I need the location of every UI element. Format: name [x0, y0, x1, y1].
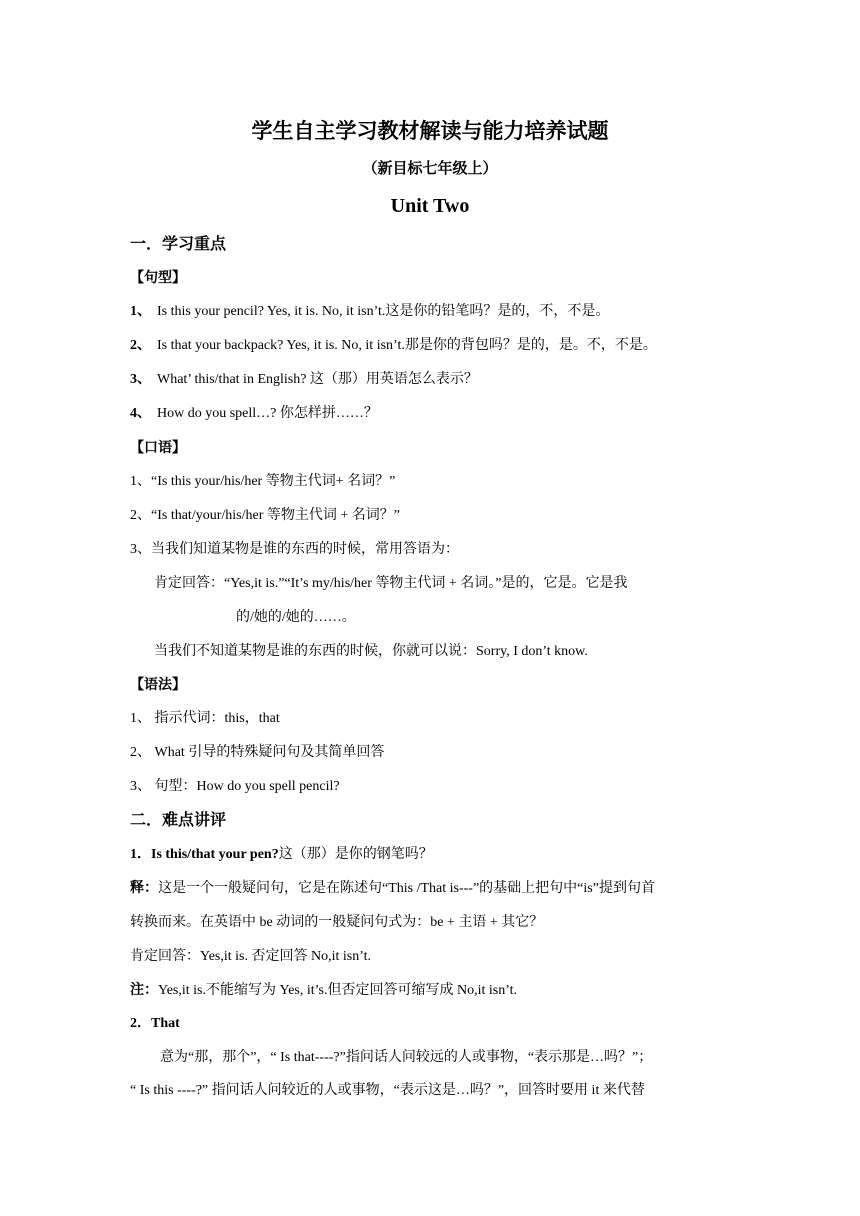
grammar-item: 2、 What 引导的特殊疑问句及其简单回答: [130, 745, 385, 760]
that-explanation-line: 意为“那，那个”，“ Is that----?”指问话人问较远的人或事物，“表示那是…吗？”；: [160, 1050, 653, 1065]
explanation-continuation: 转换而来。在英语中 be 动词的一般疑问句式为：be + 主语 + 其它？: [130, 915, 544, 930]
oral-item: 1、“Is this your/his/her 等物主代词+ 名词？”: [130, 474, 396, 489]
label-sentence-patterns: 【句型】: [130, 271, 186, 286]
answer-forms: 肯定回答：Yes,it is. 否定回答 No,it isn’t.: [130, 949, 372, 964]
grammar-item: 1、 指示代词：this，that: [130, 711, 280, 726]
grammar-item: 3、 句型：How do you spell pencil?: [130, 779, 340, 794]
unit-heading: Unit Two: [390, 195, 470, 217]
point-title-that: 2．That: [130, 1016, 180, 1031]
document-subtitle: （新目标七年级上）: [362, 161, 498, 177]
explanation-line: 释：这是一个一般疑问句，它是在陈述句“This /That is---”的基础上把句中“is”提到句首: [130, 881, 655, 896]
section-heading-key-points: 一．学习重点: [130, 236, 227, 253]
unknown-answer-line: 当我们不知道某物是谁的东西的时候，你就可以说：Sorry, I don’t know.: [154, 644, 588, 659]
section-heading-difficulties: 二．难点讲评: [130, 812, 227, 829]
oral-item: 3、当我们知道某物是谁的东西的时候，常用答语为：: [130, 542, 459, 557]
pattern-item: 2、 Is that your backpack? Yes, it is. No, it isn’t.那是你的背包吗？是的，是。不，不是。: [130, 338, 657, 353]
positive-answer-line: 肯定回答：“Yes,it is.”“It’s my/his/her 等物主代词 + 名词。”是的，它是。它是我: [154, 576, 628, 591]
this-explanation-line: “ Is this ----?” 指问话人问较近的人或事物，“表示这是…吗？”，回答时要用 it 来代替: [130, 1083, 645, 1098]
pattern-item: 4、 How do you spell…? 你怎样拼……？: [130, 406, 378, 421]
label-oral: 【口语】: [130, 441, 186, 456]
pattern-item: 3、 What’ this/that in English? 这（那）用英语怎么表示？: [130, 372, 478, 387]
label-grammar: 【语法】: [130, 678, 186, 693]
point-title: 1．Is this/that your pen?这（那）是你的钢笔吗？: [130, 847, 433, 862]
pattern-item: 1、 Is this your pencil? Yes, it is. No, it isn’t.这是你的铅笔吗？是的，不，不是。: [130, 304, 610, 319]
oral-item: 2、“Is that/your/his/her 等物主代词 + 名词？”: [130, 508, 400, 523]
positive-answer-continuation: 的/她的/她的……。: [236, 610, 356, 625]
note-line: 注：Yes,it is.不能缩写为 Yes, it’s.但否定回答可缩写成 No,it isn’t.: [130, 983, 518, 998]
document-title: 学生自主学习教材解读与能力培养试题: [251, 119, 609, 143]
